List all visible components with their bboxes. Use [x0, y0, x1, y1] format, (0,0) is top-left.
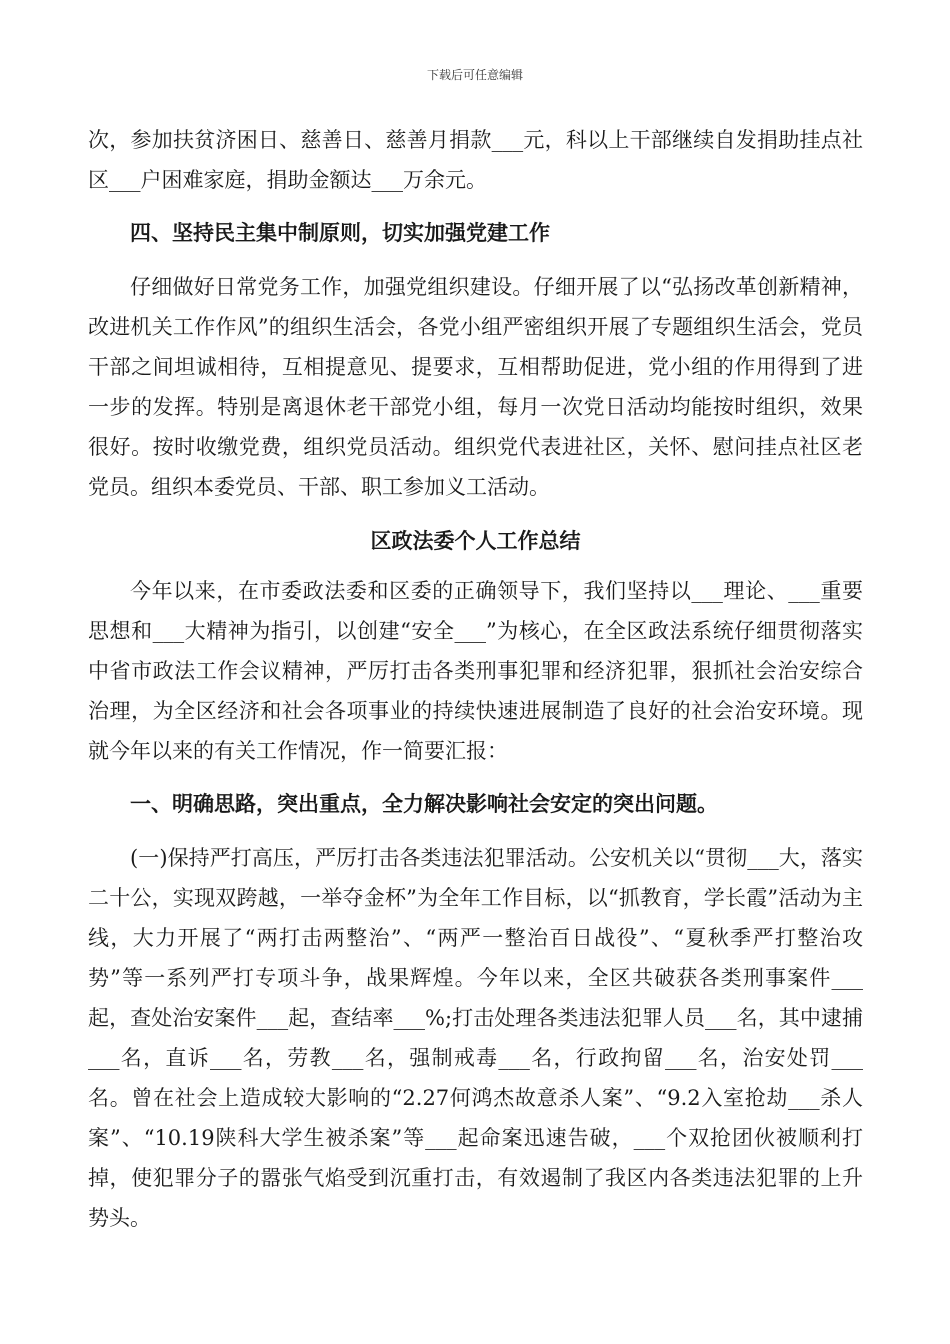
- paragraph-continuation: 次，参加扶贫济困日、慈善日、慈善月捐款___元，科以上干部继续自发捐助挂点社区___户困难家庭，捐助金额达___万余元。: [88, 128, 863, 192]
- paragraph-party-building: 仔细做好日常党务工作，加强党组织建设。仔细开展了以“弘扬改革创新精神，改进机关工作作风”的组织生活会，各党小组严密组织开展了专题组织生活会，党员干部之间坦诚相待，互相提意见、提要求，互相帮助促进，党小组的作用得到了进一步的发挥。特别是离退休老干部党小组，每月一次党日活动均能按时组织，效果很好。按时收缴党费，组织党员活动。组织党代表进社区，关怀、慰问挂点社区老党员。组织本委党员、干部、职工参加义工活动。: [88, 275, 863, 499]
- paragraph-intro: 今年以来，在市委政法委和区委的正确领导下，我们坚持以___理论、___重要思想和___大精神为指引，以创建“安全___”为核心，在全区政法系统仔细贯彻落实中省市政法工作会议精神，严厉打击各类刑事犯罪和经济犯罪，狠抓社会治安综合治理，为全区经济和社会各项事业的持续快速进展制造了良好的社会治安环境。现就今年以来的有关工作情况，作一简要汇报：: [88, 579, 863, 763]
- section-heading-1: 一、明确思路，突出重点，全力解决影响社会安定的突出问题。: [130, 791, 718, 816]
- section-heading-4: 四、坚持民主集中制原则，切实加强党建工作: [130, 220, 550, 245]
- page-header-note: 下载后可任意编辑: [426, 68, 523, 82]
- document-title: 区政法委个人工作总结: [370, 528, 581, 553]
- paragraph-crackdown: (一)保持严打高压，严厉打击各类违法犯罪活动。公安机关以“贯彻___大，落实二十公，实现双跨越，一举夺金杯”为全年工作目标，以“抓教育，学长霞”活动为主线，大力开展了“两打击两整治”、“两严一整治百日战役”、“夏秋季严打整治攻势”等一系列严打专项斗争，战果辉煌。今年以来，全区共破获各类刑事案件___起，查处治安案件___起，查结率___%;打击处理各类违法犯罪人员___名，其中逮捕___名，直诉___名，劳教___名，强制戒毒___名，行政拘留___名，治安处罚___名。曾在社会上造成较大影响的“2.27何鸿杰故意杀人案”、“9.2入室抢劫___杀人案”、“10.19陕科大学生被杀案”等___起命案迅速告破，___个双抢团伙被顺利打掉，使犯罪分子的嚣张气焰受到沉重打击，有效遏制了我区内各类违法犯罪的上升势头。: [88, 846, 863, 1230]
- document-body: [88, 120, 863, 1238]
